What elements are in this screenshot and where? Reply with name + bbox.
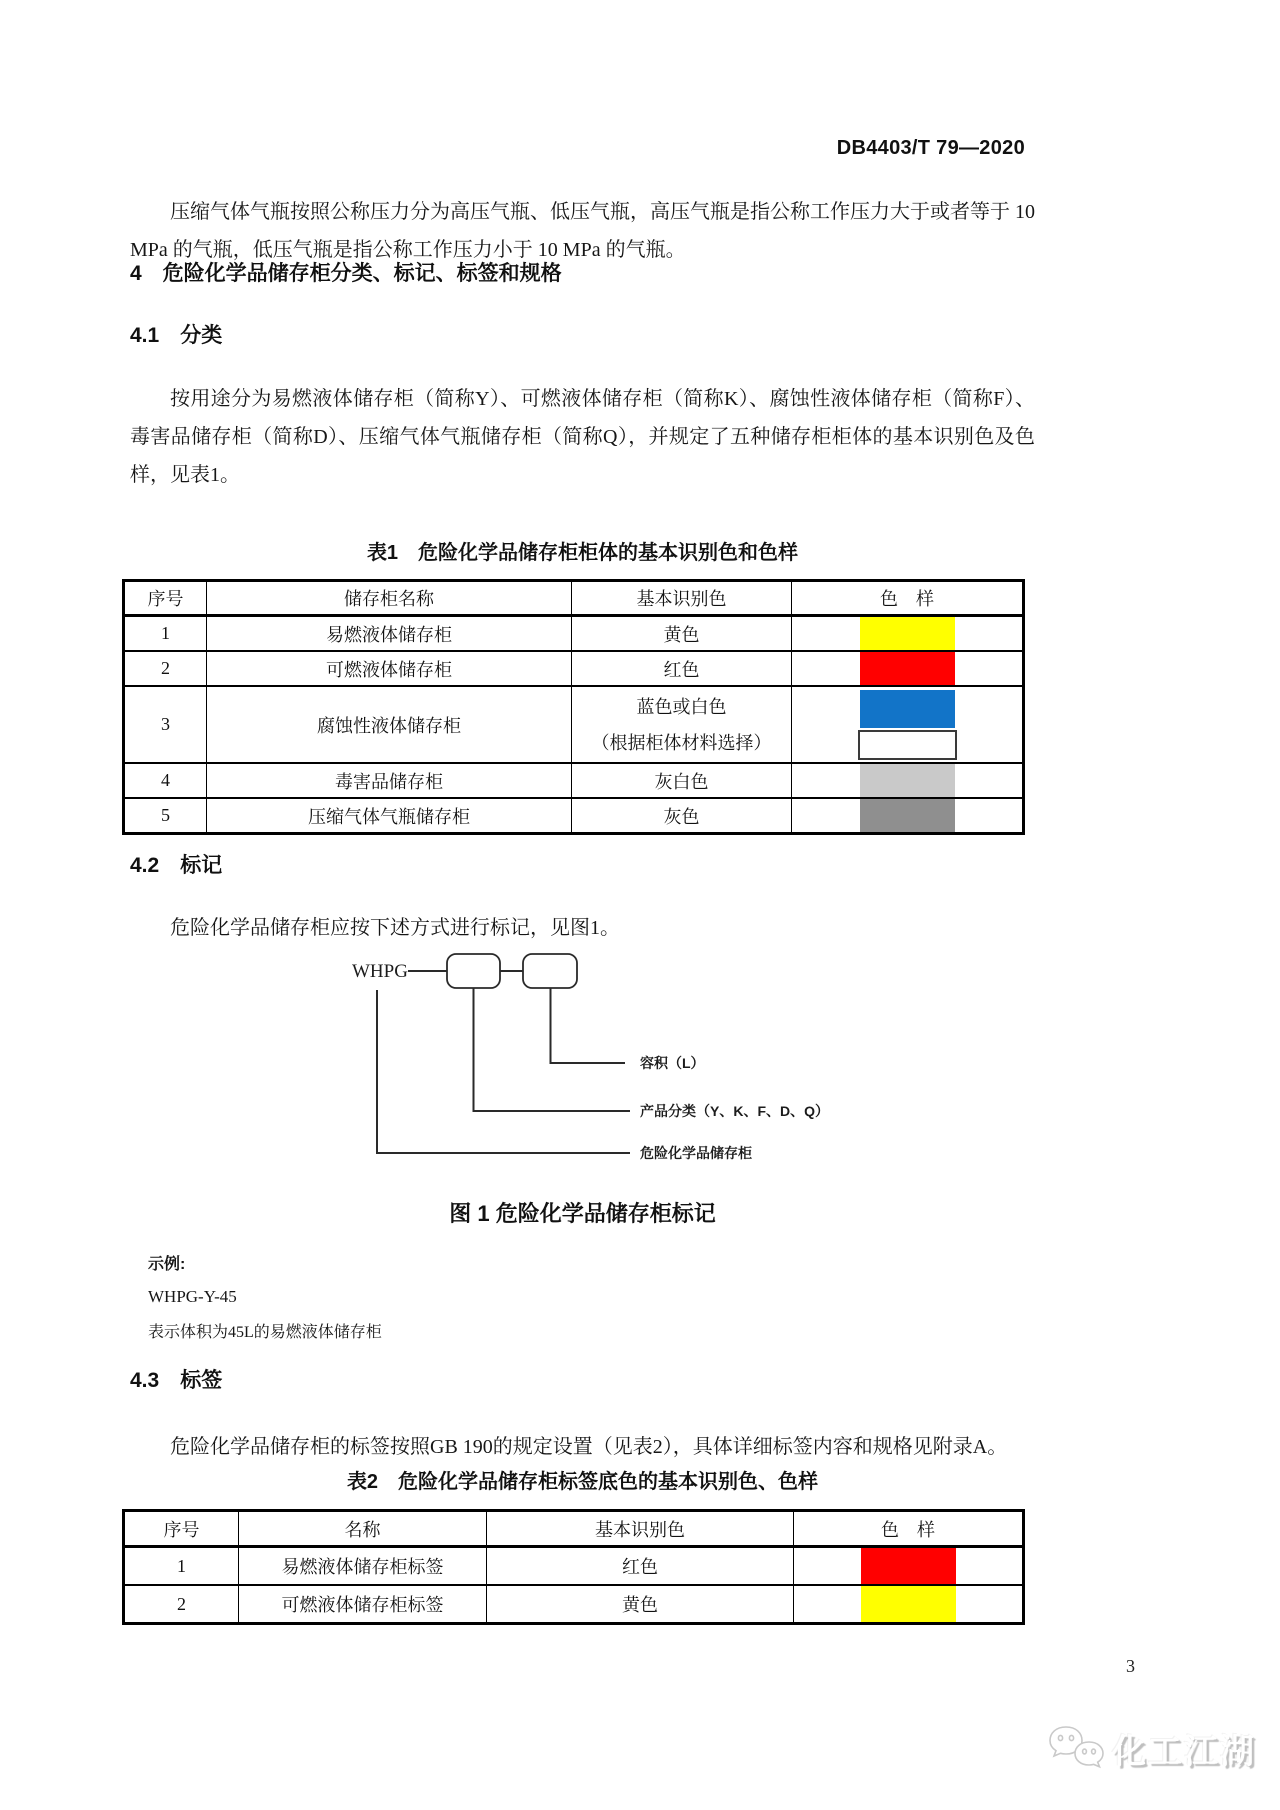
row-no: 1: [124, 1547, 239, 1586]
cabinet-name: 腐蚀性液体储存柜: [207, 686, 572, 763]
color-swatch-yellow: [861, 1586, 956, 1622]
row-no: 4: [124, 763, 207, 798]
color-name-cell: [572, 686, 792, 763]
color-swatch-white: [858, 730, 957, 760]
cabinet-name: 可燃液体储存柜: [207, 651, 572, 686]
table1: [122, 579, 1025, 835]
cabinet-name: 压缩气体气瓶储存柜: [207, 798, 572, 834]
table2-title: 表2 危险化学品储存柜标签底色的基本识别色、色样: [346, 1471, 819, 1493]
table1-col-name: 储存柜名称: [207, 581, 572, 616]
color-swatch-red: [860, 652, 955, 685]
table1-col-no: 序号: [124, 581, 207, 616]
color-name: 黄色: [572, 616, 792, 652]
color-note: （根据柜体材料选择）: [591, 732, 772, 753]
example-code: WHPG-Y-45: [148, 1287, 237, 1306]
figure1-callout-volume: 容积（L）: [640, 1055, 705, 1071]
doc-number: DB4403/T 79—2020: [836, 137, 1025, 159]
color-swatch-lightgray: [860, 764, 955, 797]
section-4-1-heading: 4.1 分类: [130, 324, 223, 347]
swatch-cell: [792, 651, 1024, 686]
swatch-cell: [792, 616, 1024, 652]
row-no: 5: [124, 798, 207, 834]
color-name: 黄色: [487, 1585, 794, 1624]
figure1-root-label: WHPG: [352, 961, 408, 982]
swatch-cell: [792, 763, 1024, 798]
table2-row-1: [124, 1547, 1024, 1586]
section-4-3-heading: 4.3 标签: [130, 1369, 223, 1392]
table1-row-4: [124, 763, 1024, 798]
row-no: 2: [124, 651, 207, 686]
table1-row-2: [124, 651, 1024, 686]
example-label: 示例:: [148, 1256, 186, 1273]
cabinet-name: 毒害品储存柜: [207, 763, 572, 798]
table1-header-row: [124, 581, 1024, 616]
watermark-logo-text: 化工江湖: [1112, 1733, 1256, 1771]
color-name: 红色: [572, 651, 792, 686]
section-4-2-heading: 4.2 标记: [130, 854, 223, 877]
cabinet-name: 易燃液体储存柜: [207, 616, 572, 652]
table1-row-1: [124, 616, 1024, 652]
color-name: 蓝色或白色: [636, 696, 727, 717]
table2: [122, 1509, 1025, 1625]
table1-row-5: [124, 798, 1024, 834]
table1-col-color: 基本识别色: [572, 581, 792, 616]
classification-paragraph: 按用途分为易燃液体储存柜（简称Y）、可燃液体储存柜（简称K）、腐蚀性液体储存柜（简称F）、毒害品储存柜（简称D）、压缩气体气瓶储存柜（简称Q），并规定了五种储存柜柜体的基本识别色及色样，见表1。: [130, 388, 1035, 486]
page-number: 3: [1126, 1656, 1135, 1676]
row-no: 1: [124, 616, 207, 652]
table2-col-no: 序号: [124, 1511, 239, 1547]
figure1-caption: 图 1 危险化学品储存柜标记: [449, 1201, 716, 1226]
table2-row-2: [124, 1585, 1024, 1624]
label-name: 易燃液体储存柜标签: [239, 1547, 487, 1586]
figure1-marking-diagram: [340, 946, 1040, 1178]
color-name: 灰白色: [572, 763, 792, 798]
row-no: 2: [124, 1585, 239, 1624]
figure1-callout-category: 产品分类（Y、K、F、D、Q）: [640, 1103, 829, 1119]
color-name: 红色: [487, 1547, 794, 1586]
table2-col-name: 名称: [239, 1511, 487, 1547]
table2-col-swatch: 色 样: [794, 1511, 1024, 1547]
color-swatch-gray: [860, 799, 955, 832]
row-no: 3: [124, 686, 207, 763]
table1-row-3: [124, 686, 1024, 763]
wechat-bubbles-icon: [1048, 1725, 1106, 1773]
marking-paragraph: 危险化学品储存柜应按下述方式进行标记，见图1。: [170, 917, 620, 939]
figure1-callout-cabinet: 危险化学品储存柜: [640, 1145, 752, 1161]
color-swatch-blue: [860, 690, 955, 728]
swatch-cell: [792, 686, 1024, 763]
labeling-paragraph: 危险化学品储存柜的标签按照GB 190的规定设置（见表2），具体详细标签内容和规格见附录A。: [170, 1436, 1008, 1458]
swatch-cell: [792, 798, 1024, 834]
label-name: 可燃液体储存柜标签: [239, 1585, 487, 1624]
color-swatch-red: [861, 1548, 956, 1584]
swatch-cell: [794, 1585, 1024, 1624]
table2-col-color: 基本识别色: [487, 1511, 794, 1547]
section-4-heading: 4 危险化学品储存柜分类、标记、标签和规格: [130, 262, 562, 285]
intro-paragraph: 压缩气体气瓶按照公称压力分为高压气瓶、低压气瓶，高压气瓶是指公称工作压力大于或者等于 10 MPa 的气瓶，低压气瓶是指公称工作压力小于 10 MPa 的气瓶。: [130, 201, 1035, 261]
swatch-cell: [794, 1547, 1024, 1586]
watermark-logo: [1048, 1724, 1256, 1773]
table1-col-swatch: 色 样: [792, 581, 1024, 616]
color-swatch-yellow: [860, 617, 955, 650]
example-description: 表示体积为45L的易燃液体储存柜: [148, 1324, 382, 1341]
color-name: 灰色: [572, 798, 792, 834]
table2-header-row: [124, 1511, 1024, 1547]
table1-title: 表1 危险化学品储存柜柜体的基本识别色和色样: [366, 542, 799, 564]
